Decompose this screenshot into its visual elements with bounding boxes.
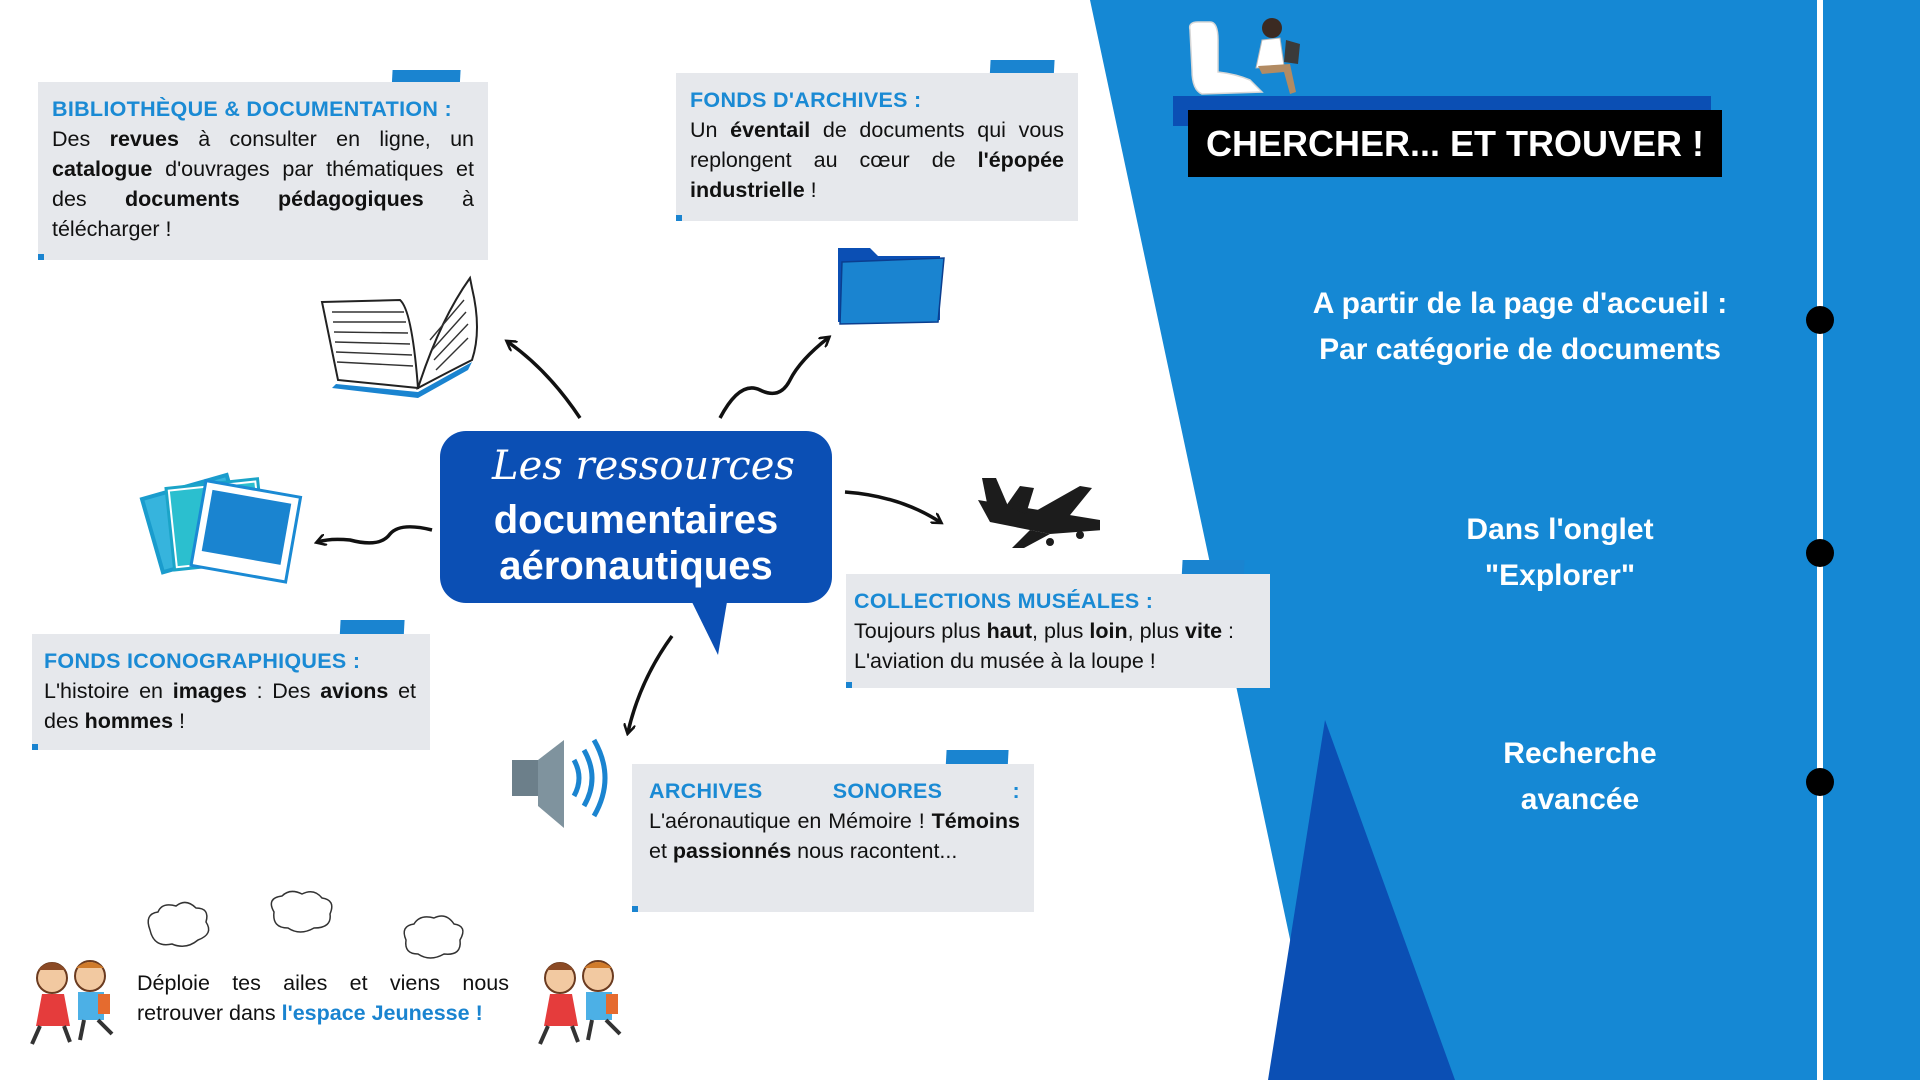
- card-archives-text: Un éventail de documents qui vous replongent au cœur de l'épopée industrielle !: [690, 118, 1064, 202]
- search-method-homepage: [1260, 281, 1780, 373]
- airplane-icon: [978, 478, 1100, 548]
- cloud-icon: [148, 891, 463, 958]
- card-collections: [846, 574, 1270, 688]
- search-method-advanced-line1: Recherche: [1503, 737, 1657, 770]
- card-sonores-title: ARCHIVES SONORES :: [649, 779, 1020, 803]
- folder-icon: [838, 248, 944, 324]
- card-bibliotheque: [38, 82, 488, 260]
- center-topic-title: [440, 497, 832, 589]
- search-method-explorer-line2: "Explorer": [1484, 559, 1636, 592]
- center-topic-line1: documentaires: [493, 498, 779, 542]
- card-corner: [632, 906, 638, 912]
- timeline-dot-2: [1806, 539, 1834, 567]
- card-corner: [676, 215, 682, 221]
- arrow-to-collections: [845, 492, 940, 522]
- search-method-explorer-line1: Dans l'onglet: [1466, 513, 1654, 546]
- search-method-homepage-line1: A partir de la page d'accueil :: [1312, 287, 1728, 320]
- card-collections-title: COLLECTIONS MUSÉALES :: [854, 589, 1154, 613]
- card-corner: [32, 744, 38, 750]
- card-iconographiques-text: L'histoire en images : Des avions et des hommes !: [44, 679, 416, 733]
- card-archives: [676, 73, 1078, 221]
- search-method-homepage-line2: Par catégorie de documents: [1319, 333, 1721, 366]
- center-topic-bubble: [440, 431, 832, 603]
- card-archives-title: FONDS D'ARCHIVES :: [690, 88, 922, 112]
- jeunesse-link[interactable]: l'espace Jeunesse !: [281, 1001, 483, 1025]
- jeunesse-invitation: [137, 968, 509, 1028]
- right-panel-title: CHERCHER... ET TROUVER !: [1188, 110, 1722, 177]
- search-method-advanced-line2: avancée: [1520, 783, 1640, 816]
- center-topic-line2: aéronautiques: [499, 544, 773, 588]
- speaker-icon: [512, 740, 605, 828]
- card-bibliotheque-title: BIBLIOTHÈQUE & DOCUMENTATION :: [52, 97, 452, 121]
- jeunesse-text: Déploie tes ailes et viens nous retrouver dans: [137, 971, 509, 1025]
- search-method-advanced: [1420, 731, 1740, 823]
- card-collections-text: Toujours plus haut, plus loin, plus vite : L'aviation du musée à la loupe !: [854, 619, 1235, 673]
- children-icon: [32, 961, 112, 1044]
- timeline-dot-3: [1806, 768, 1834, 796]
- center-topic-script: Les ressources: [492, 443, 795, 489]
- timeline-dot-1: [1806, 306, 1834, 334]
- card-corner: [846, 682, 852, 688]
- children-icon: [540, 961, 620, 1044]
- card-iconographiques: [32, 634, 430, 750]
- card-corner: [38, 254, 44, 260]
- card-sonores: [632, 764, 1034, 912]
- card-sonores-text: L'aéronautique en Mémoire ! Témoins et passionnés nous racontent...: [649, 809, 1020, 863]
- card-iconographiques-title: FONDS ICONOGRAPHIQUES :: [44, 649, 361, 673]
- card-bibliotheque-text: Des revues à consulter en ligne, un catalogue d'ouvrages par thématiques et des documents pédagogiques à télécharger !: [52, 127, 474, 241]
- search-method-explorer: [1400, 507, 1720, 599]
